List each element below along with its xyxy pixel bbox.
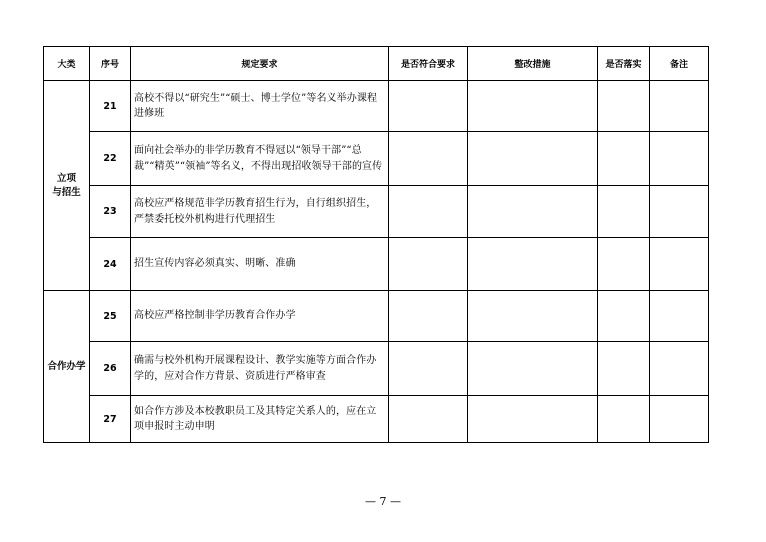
row-number: 24 <box>90 238 131 291</box>
header-remarks: 备注 <box>650 47 709 81</box>
remarks-cell[interactable] <box>650 291 709 342</box>
table-row <box>44 342 709 396</box>
requirement-text: 确需与校外机构开展课程设计、教学实施等方面合作办学的，应对合作方背景、资质进行严格审查 <box>131 342 389 396</box>
header-measures: 整改措施 <box>468 47 598 81</box>
implemented-cell[interactable] <box>598 132 650 186</box>
requirement-text: 面向社会举办的非学历教育不得冠以“领导干部”“总裁”“精英”“领袖”等名义，不得出现招收领导干部的宣传 <box>131 132 389 186</box>
row-number: 26 <box>90 342 131 396</box>
implemented-cell[interactable] <box>598 186 650 238</box>
measures-cell[interactable] <box>468 291 598 342</box>
measures-cell[interactable] <box>468 132 598 186</box>
category-label-line: 合作办学 <box>47 360 86 372</box>
category-label-line: 立项 <box>56 172 76 184</box>
table-row <box>44 238 709 291</box>
compliant-cell[interactable] <box>389 342 468 396</box>
page-number: — 7 — <box>365 495 401 508</box>
table-row <box>44 186 709 238</box>
implemented-cell[interactable] <box>598 81 650 132</box>
implemented-cell[interactable] <box>598 238 650 291</box>
remarks-cell[interactable] <box>650 81 709 132</box>
header-number: 序号 <box>90 47 131 81</box>
table-row <box>44 291 709 342</box>
row-number: 27 <box>90 396 131 443</box>
compliant-cell[interactable] <box>389 396 468 443</box>
measures-cell[interactable] <box>468 396 598 443</box>
compliant-cell[interactable] <box>389 238 468 291</box>
requirement-text: 高校应严格规范非学历教育招生行为，自行组织招生，严禁委托校外机构进行代理招生 <box>131 186 389 238</box>
table-row <box>44 132 709 186</box>
row-number: 25 <box>90 291 131 342</box>
remarks-cell[interactable] <box>650 132 709 186</box>
table-row <box>44 81 709 132</box>
category-cell-enrollment <box>44 81 90 291</box>
header-category: 大类 <box>44 47 90 81</box>
table-row <box>44 396 709 443</box>
measures-cell[interactable] <box>468 238 598 291</box>
remarks-cell[interactable] <box>650 342 709 396</box>
row-number: 22 <box>90 132 131 186</box>
category-label-line: 与招生 <box>52 186 81 198</box>
measures-cell[interactable] <box>468 81 598 132</box>
implemented-cell[interactable] <box>598 396 650 443</box>
implemented-cell[interactable] <box>598 291 650 342</box>
row-number: 21 <box>90 81 131 132</box>
header-row <box>44 47 709 81</box>
compliant-cell[interactable] <box>389 81 468 132</box>
compliant-cell[interactable] <box>389 132 468 186</box>
remarks-cell[interactable] <box>650 238 709 291</box>
inspection-table <box>43 46 709 443</box>
compliant-cell[interactable] <box>389 186 468 238</box>
requirement-text: 高校不得以“研究生”“硕士、博士学位”等名义举办课程进修班 <box>131 81 389 132</box>
remarks-cell[interactable] <box>650 186 709 238</box>
remarks-cell[interactable] <box>650 396 709 443</box>
implemented-cell[interactable] <box>598 342 650 396</box>
category-cell-cooperation <box>44 291 90 443</box>
header-compliant: 是否符合要求 <box>389 47 468 81</box>
header-requirement: 规定要求 <box>131 47 389 81</box>
row-number: 23 <box>90 186 131 238</box>
header-implemented: 是否落实 <box>598 47 650 81</box>
requirement-text: 高校应严格控制非学历教育合作办学 <box>131 291 389 342</box>
measures-cell[interactable] <box>468 186 598 238</box>
compliant-cell[interactable] <box>389 291 468 342</box>
measures-cell[interactable] <box>468 342 598 396</box>
requirement-text: 招生宣传内容必须真实、明晰、准确 <box>131 238 389 291</box>
requirement-text: 如合作方涉及本校教职员工及其特定关系人的，应在立项申报时主动申明 <box>131 396 389 443</box>
